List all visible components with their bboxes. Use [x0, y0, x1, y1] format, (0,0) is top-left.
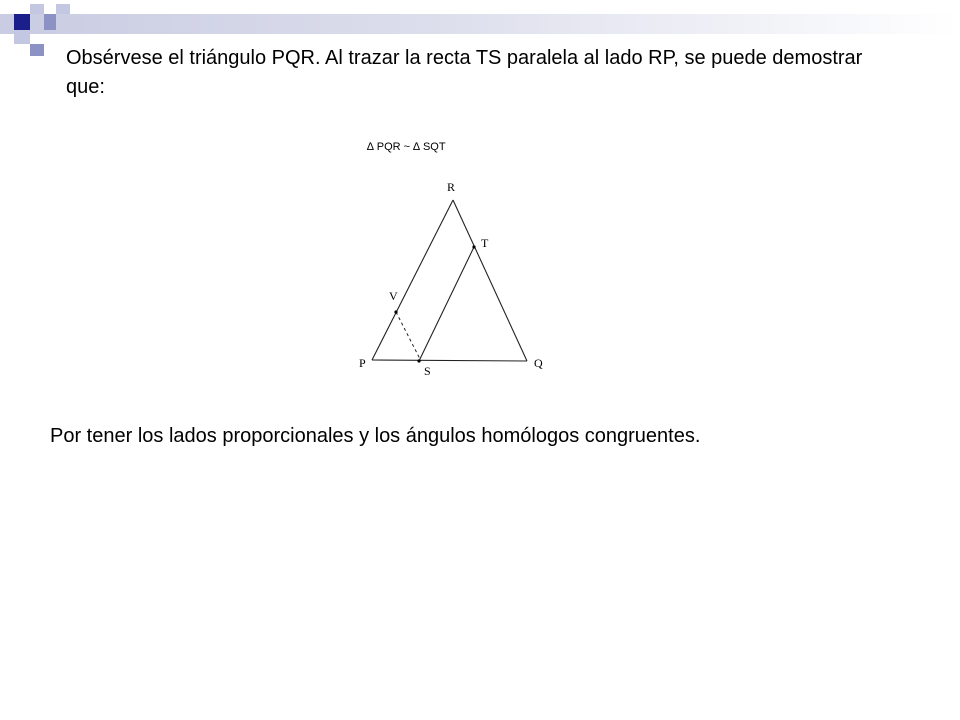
side-RQ [453, 200, 527, 361]
similarity-label: ∆ PQR ~ ∆ SQT [367, 141, 446, 153]
square-dark [14, 14, 30, 30]
side-PQ [372, 360, 527, 361]
square-light [56, 4, 70, 14]
label-R: R [447, 180, 456, 194]
square-light [14, 30, 30, 44]
segment-TS [419, 247, 474, 361]
conclusion-text: Por tener los lados proporcionales y los ángulos homólogos congruentes. [50, 425, 701, 447]
label-P: P [359, 356, 366, 370]
label-T: T [481, 236, 489, 250]
header-band [0, 14, 960, 34]
label-V: V [389, 289, 398, 303]
triangle-diagram [350, 128, 570, 378]
point-S [417, 359, 420, 362]
label-Q: Q [534, 356, 543, 370]
square-mid [30, 44, 44, 56]
square-mid [44, 14, 56, 30]
intro-text: Obsérvese el triángulo PQR. Al trazar la recta TS paralela al lado RP, se puede demostrar que: [66, 47, 863, 98]
segment-VS [396, 312, 421, 361]
point-V [394, 310, 397, 313]
side-PR [372, 200, 453, 360]
square-light [30, 4, 44, 14]
label-S: S [424, 364, 431, 378]
point-T [472, 245, 475, 248]
triangle-figure [350, 128, 570, 383]
